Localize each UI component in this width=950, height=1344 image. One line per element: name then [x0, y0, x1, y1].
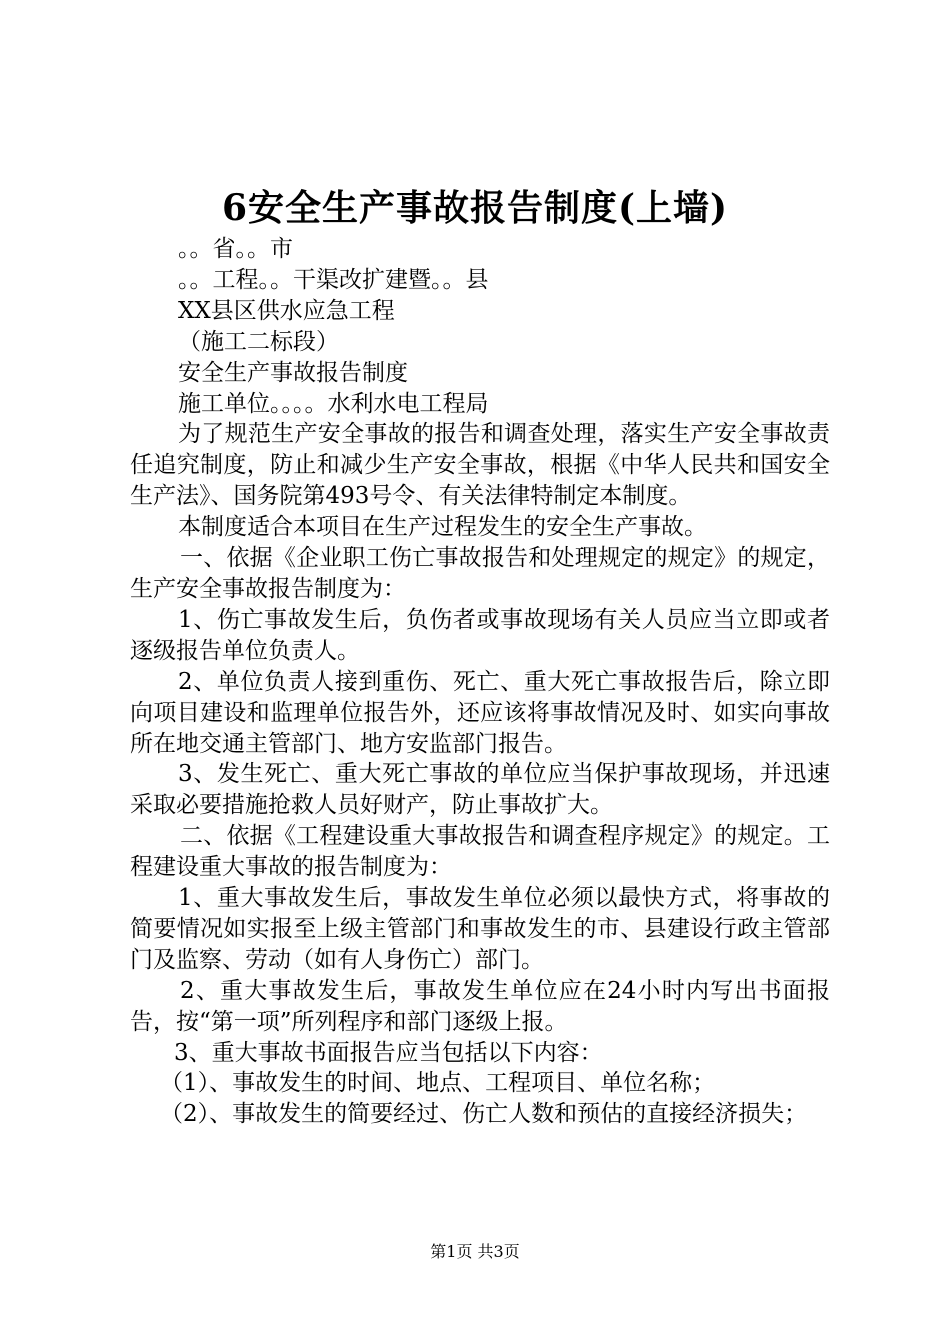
body-paragraph: 1、重大事故发生后，事故发生单位必须以最快方式，将事故的简要情况如实报至上级主管部门和事故发生的市、县建设行政主管部门及监察、劳动（如有人身伤亡）部门。	[130, 885, 830, 973]
body-paragraph: 2、重大事故发生后，事故发生单位应在24小时内写出书面报告，按“第一项”所列程序和部门逐级上报。	[130, 977, 830, 1035]
header-line: XX县区供水应急工程	[178, 297, 395, 324]
body-paragraph: 1、伤亡事故发生后，负伤者或事故现场有关人员应当立即或者逐级报告单位负责人。	[130, 606, 830, 664]
body-paragraph: 2、单位负责人接到重伤、死亡、重大死亡事故报告后，除立即向项目建设和监理单位报告外，还应该将事故情况及时、如实向事故所在地交通主管部门、地方安监部门报告。	[130, 668, 830, 757]
body-paragraph: 二、依据《工程建设重大事故报告和调查程序规定》的规定。工程建设重大事故的报告制度为：	[130, 823, 830, 881]
body-paragraph: 3、发生死亡、重大死亡事故的单位应当保护事故现场，并迅速采取必要措施抢救人员好财产，防止事故扩大。	[130, 761, 830, 819]
body-paragraph: （1）、事故发生的时间、地点、工程项目、单位名称；	[160, 1070, 716, 1097]
document-title: 6安全生产事故报告制度(上墙)	[221, 187, 729, 229]
body-paragraph: 为了规范生产安全事故的报告和调查处理，落实生产安全事故责任追究制度，防止和减少生产安全事故，根据《中华人民共和国安全生产法》、国务院第493号令、有关法律特制定本制度。	[130, 421, 830, 510]
header-line: 。。工程。。干渠改扩建暨。。县	[178, 266, 489, 293]
body-paragraph: 一、依据《企业职工伤亡事故报告和处理规定的规定》的规定，生产安全事故报告制度为：	[130, 545, 830, 602]
header-line: 安全生产事故报告制度	[178, 359, 408, 386]
header-line: 。。省。。市	[178, 236, 293, 262]
body-paragraph: 3、重大事故书面报告应当包括以下内容：	[174, 1039, 603, 1066]
body-paragraph: （2）、事故发生的简要经过、伤亡人数和预估的直接经济损失；	[160, 1101, 808, 1128]
page-footer: 第1页 共3页	[430, 1242, 520, 1261]
document-body	[130, 234, 830, 1130]
header-line: 施工单位。。。。水利水电工程局	[178, 390, 489, 417]
header-line: （施工二标段）	[178, 328, 339, 355]
body-paragraph: 本制度适合本项目在生产过程发生的安全生产事故。	[178, 514, 707, 541]
